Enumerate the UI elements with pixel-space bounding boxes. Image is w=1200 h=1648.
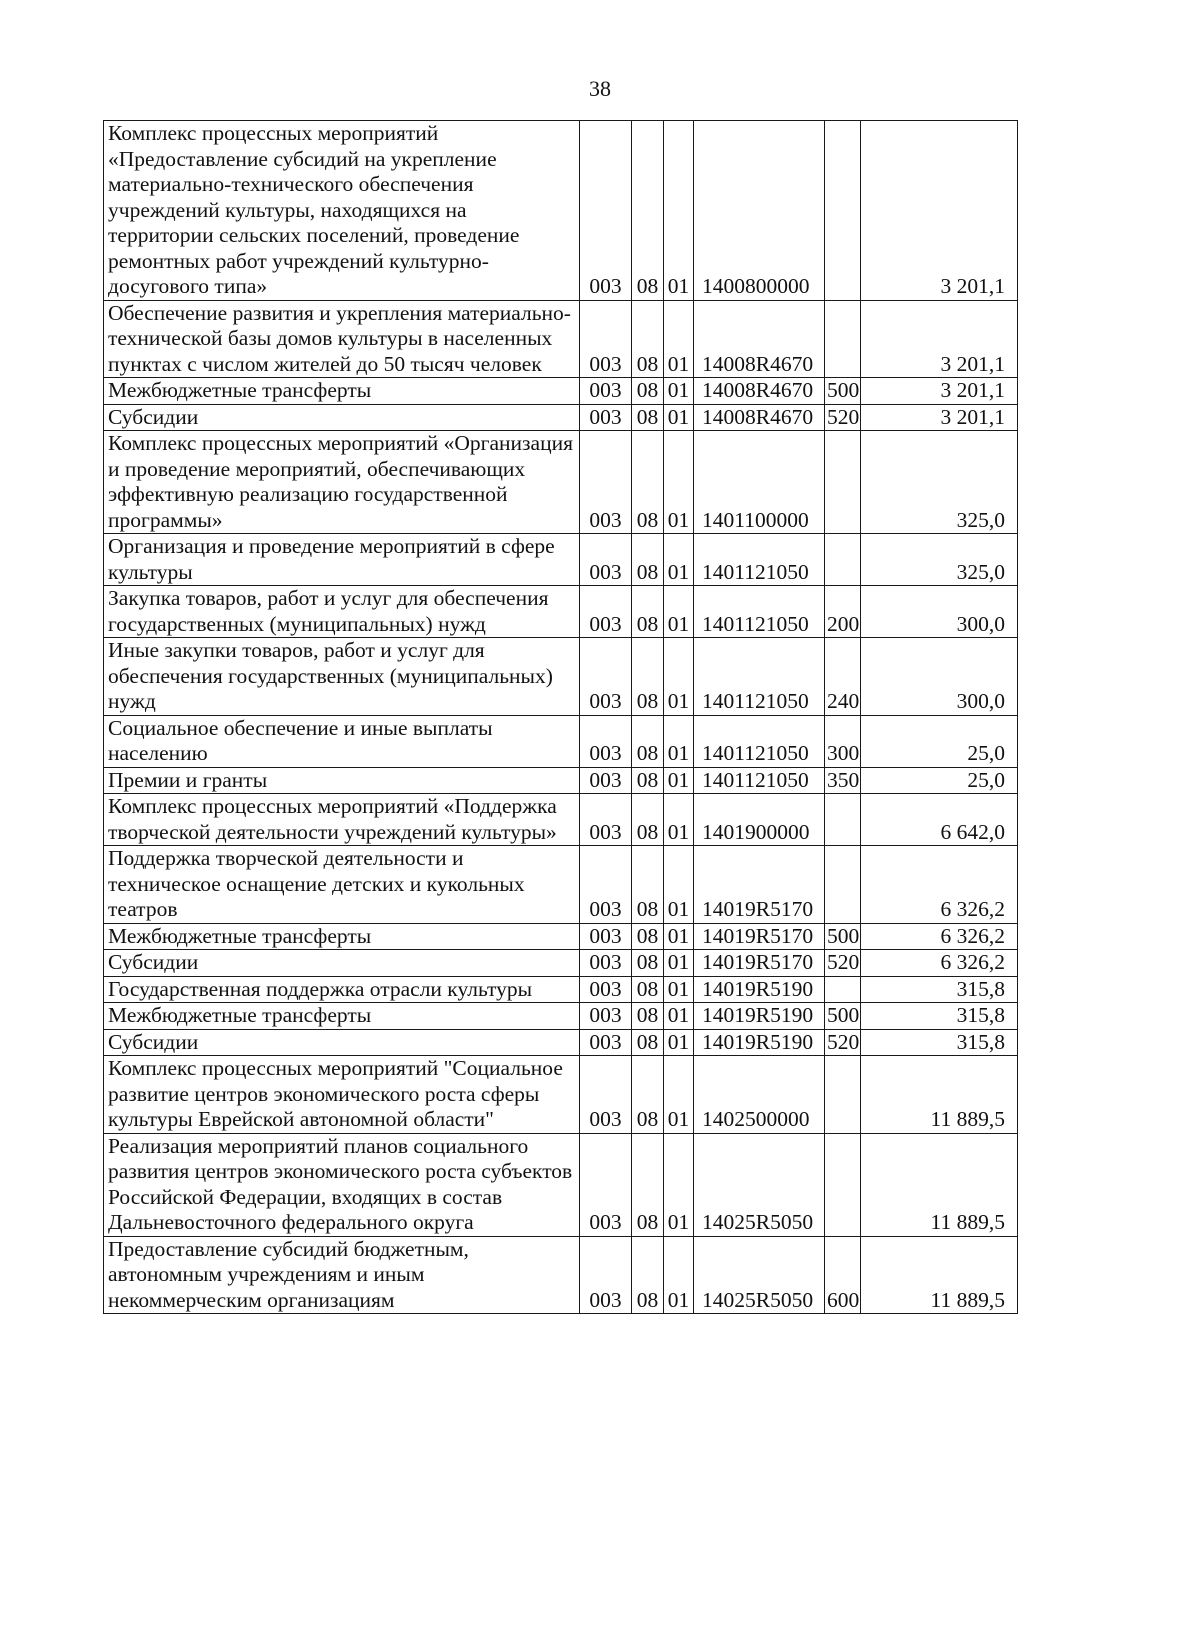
subsection-code-cell: 01 <box>664 1133 694 1236</box>
budget-table <box>103 120 1018 1314</box>
subsection-code-cell: 01 <box>664 767 694 794</box>
subsection-code-cell: 01 <box>664 923 694 950</box>
amount-cell: 6 326,2 <box>861 923 1018 950</box>
main-admin-code-cell: 003 <box>580 1029 632 1056</box>
section-code-cell: 08 <box>632 534 664 586</box>
expense-type-cell: 300 <box>825 715 861 767</box>
main-admin-code-cell: 003 <box>580 715 632 767</box>
amount-cell: 3 201,1 <box>861 300 1018 378</box>
section-code-cell: 08 <box>632 638 664 716</box>
table-row <box>104 1133 1018 1236</box>
row-name-cell: Реализация мероприятий планов социального развития центров экономического роста субъектов Российской Федерации, входящих в состав Дальневосточного федерального округа <box>104 1133 580 1236</box>
row-name-cell: Комплекс процессных мероприятий «Поддержка творческой деятельности учреждений культуры» <box>104 794 580 846</box>
subsection-code-cell: 01 <box>664 1003 694 1030</box>
expense-type-cell <box>825 1056 861 1134</box>
main-admin-code-cell: 003 <box>580 976 632 1003</box>
subsection-code-cell: 01 <box>664 1029 694 1056</box>
target-article-cell: 1401900000 <box>694 794 825 846</box>
expense-type-cell <box>825 846 861 924</box>
amount-cell: 11 889,5 <box>861 1133 1018 1236</box>
main-admin-code-cell: 003 <box>580 1003 632 1030</box>
subsection-code-cell: 01 <box>664 1236 694 1314</box>
row-name-cell: Межбюджетные трансферты <box>104 1003 580 1030</box>
table-row <box>104 950 1018 977</box>
section-code-cell: 08 <box>632 794 664 846</box>
section-code-cell: 08 <box>632 715 664 767</box>
section-code-cell: 08 <box>632 586 664 638</box>
expense-type-cell: 600 <box>825 1236 861 1314</box>
subsection-code-cell: 01 <box>664 534 694 586</box>
subsection-code-cell: 01 <box>664 794 694 846</box>
target-article-cell: 1401121050 <box>694 638 825 716</box>
table-row <box>104 1003 1018 1030</box>
table-row <box>104 1236 1018 1314</box>
table-row <box>104 300 1018 378</box>
target-article-cell: 1401121050 <box>694 767 825 794</box>
subsection-code-cell: 01 <box>664 1056 694 1134</box>
subsection-code-cell: 01 <box>664 121 694 301</box>
amount-cell: 6 326,2 <box>861 846 1018 924</box>
expense-type-cell <box>825 1133 861 1236</box>
table-row <box>104 586 1018 638</box>
amount-cell: 25,0 <box>861 715 1018 767</box>
row-name-cell: Субсидии <box>104 404 580 431</box>
expense-type-cell: 240 <box>825 638 861 716</box>
expense-type-cell <box>825 976 861 1003</box>
section-code-cell: 08 <box>632 300 664 378</box>
row-name-cell: Закупка товаров, работ и услуг для обеспечения государственных (муниципальных) нужд <box>104 586 580 638</box>
row-name-cell: Межбюджетные трансферты <box>104 923 580 950</box>
subsection-code-cell: 01 <box>664 846 694 924</box>
table-row <box>104 846 1018 924</box>
main-admin-code-cell: 003 <box>580 1133 632 1236</box>
subsection-code-cell: 01 <box>664 378 694 405</box>
section-code-cell: 08 <box>632 846 664 924</box>
main-admin-code-cell: 003 <box>580 586 632 638</box>
expense-type-cell: 500 <box>825 378 861 405</box>
table-row <box>104 431 1018 534</box>
page-number: 38 <box>589 76 611 101</box>
main-admin-code-cell: 003 <box>580 300 632 378</box>
subsection-code-cell: 01 <box>664 431 694 534</box>
row-name-cell: Поддержка творческой деятельности и техническое оснащение детских и кукольных театров <box>104 846 580 924</box>
section-code-cell: 08 <box>632 121 664 301</box>
main-admin-code-cell: 003 <box>580 1236 632 1314</box>
table-row <box>104 378 1018 405</box>
section-code-cell: 08 <box>632 1236 664 1314</box>
expense-type-cell: 520 <box>825 1029 861 1056</box>
expense-type-cell: 520 <box>825 404 861 431</box>
table-row <box>104 1056 1018 1134</box>
main-admin-code-cell: 003 <box>580 404 632 431</box>
subsection-code-cell: 01 <box>664 300 694 378</box>
row-name-cell: Государственная поддержка отрасли культуры <box>104 976 580 1003</box>
main-admin-code-cell: 003 <box>580 431 632 534</box>
amount-cell: 325,0 <box>861 534 1018 586</box>
section-code-cell: 08 <box>632 1133 664 1236</box>
expense-type-cell: 520 <box>825 950 861 977</box>
table-row <box>104 638 1018 716</box>
target-article-cell: 1401121050 <box>694 715 825 767</box>
amount-cell: 315,8 <box>861 1003 1018 1030</box>
target-article-cell: 14025R5050 <box>694 1133 825 1236</box>
main-admin-code-cell: 003 <box>580 923 632 950</box>
section-code-cell: 08 <box>632 378 664 405</box>
row-name-cell: Премии и гранты <box>104 767 580 794</box>
main-admin-code-cell: 003 <box>580 638 632 716</box>
target-article-cell: 1400800000 <box>694 121 825 301</box>
subsection-code-cell: 01 <box>664 638 694 716</box>
section-code-cell: 08 <box>632 1003 664 1030</box>
expense-type-cell <box>825 534 861 586</box>
target-article-cell: 14019R5170 <box>694 923 825 950</box>
table-row <box>104 976 1018 1003</box>
main-admin-code-cell: 003 <box>580 846 632 924</box>
amount-cell: 315,8 <box>861 976 1018 1003</box>
target-article-cell: 14019R5170 <box>694 846 825 924</box>
target-article-cell: 14008R4670 <box>694 300 825 378</box>
section-code-cell: 08 <box>632 404 664 431</box>
expense-type-cell: 500 <box>825 923 861 950</box>
amount-cell: 325,0 <box>861 431 1018 534</box>
budget-table-body <box>104 121 1018 1314</box>
amount-cell: 6 642,0 <box>861 794 1018 846</box>
section-code-cell: 08 <box>632 767 664 794</box>
main-admin-code-cell: 003 <box>580 767 632 794</box>
main-admin-code-cell: 003 <box>580 1056 632 1134</box>
row-name-cell: Предоставление субсидий бюджетным, автономным учреждениям и иным некоммерческим организациям <box>104 1236 580 1314</box>
table-row <box>104 923 1018 950</box>
row-name-cell: Иные закупки товаров, работ и услуг для обеспечения государственных (муниципальных) нужд <box>104 638 580 716</box>
main-admin-code-cell: 003 <box>580 378 632 405</box>
row-name-cell: Комплекс процессных мероприятий "Социальное развитие центров экономического роста сферы культуры Еврейской автономной области" <box>104 1056 580 1134</box>
section-code-cell: 08 <box>632 976 664 1003</box>
target-article-cell: 14008R4670 <box>694 378 825 405</box>
expense-type-cell: 350 <box>825 767 861 794</box>
amount-cell: 6 326,2 <box>861 950 1018 977</box>
expense-type-cell <box>825 300 861 378</box>
row-name-cell: Обеспечение развития и укрепления материально-технической базы домов культуры в населенных пунктах с числом жителей до 50 тысяч человек <box>104 300 580 378</box>
target-article-cell: 14019R5190 <box>694 1003 825 1030</box>
table-row <box>104 715 1018 767</box>
section-code-cell: 08 <box>632 431 664 534</box>
expense-type-cell <box>825 794 861 846</box>
table-row <box>104 121 1018 301</box>
section-code-cell: 08 <box>632 1029 664 1056</box>
amount-cell: 11 889,5 <box>861 1056 1018 1134</box>
subsection-code-cell: 01 <box>664 715 694 767</box>
subsection-code-cell: 01 <box>664 586 694 638</box>
target-article-cell: 1401121050 <box>694 534 825 586</box>
amount-cell: 300,0 <box>861 638 1018 716</box>
row-name-cell: Субсидии <box>104 950 580 977</box>
section-code-cell: 08 <box>632 1056 664 1134</box>
target-article-cell: 14025R5050 <box>694 1236 825 1314</box>
subsection-code-cell: 01 <box>664 950 694 977</box>
table-row <box>104 534 1018 586</box>
expense-type-cell: 200 <box>825 586 861 638</box>
target-article-cell: 14019R5190 <box>694 1029 825 1056</box>
target-article-cell: 14019R5170 <box>694 950 825 977</box>
amount-cell: 25,0 <box>861 767 1018 794</box>
amount-cell: 300,0 <box>861 586 1018 638</box>
expense-type-cell <box>825 431 861 534</box>
target-article-cell: 1401121050 <box>694 586 825 638</box>
row-name-cell: Социальное обеспечение и иные выплаты населению <box>104 715 580 767</box>
row-name-cell: Субсидии <box>104 1029 580 1056</box>
expense-type-cell: 500 <box>825 1003 861 1030</box>
row-name-cell: Межбюджетные трансферты <box>104 378 580 405</box>
row-name-cell: Организация и проведение мероприятий в сфере культуры <box>104 534 580 586</box>
amount-cell: 315,8 <box>861 1029 1018 1056</box>
table-row <box>104 404 1018 431</box>
target-article-cell: 14008R4670 <box>694 404 825 431</box>
subsection-code-cell: 01 <box>664 976 694 1003</box>
row-name-cell: Комплекс процессных мероприятий «Предоставление субсидий на укрепление материально-технического обеспечения учреждений культуры, находящихся на территории сельских поселений, проведение ремонтных работ учреждений культурно-досугового типа» <box>104 121 580 301</box>
section-code-cell: 08 <box>632 923 664 950</box>
target-article-cell: 1402500000 <box>694 1056 825 1134</box>
amount-cell: 11 889,5 <box>861 1236 1018 1314</box>
main-admin-code-cell: 003 <box>580 534 632 586</box>
target-article-cell: 1401100000 <box>694 431 825 534</box>
table-row <box>104 1029 1018 1056</box>
main-admin-code-cell: 003 <box>580 121 632 301</box>
expense-type-cell <box>825 121 861 301</box>
table-row <box>104 794 1018 846</box>
row-name-cell: Комплекс процессных мероприятий «Организация и проведение мероприятий, обеспечивающих эффективную реализацию государственной программы» <box>104 431 580 534</box>
amount-cell: 3 201,1 <box>861 378 1018 405</box>
table-row <box>104 767 1018 794</box>
amount-cell: 3 201,1 <box>861 121 1018 301</box>
amount-cell: 3 201,1 <box>861 404 1018 431</box>
main-admin-code-cell: 003 <box>580 794 632 846</box>
section-code-cell: 08 <box>632 950 664 977</box>
main-admin-code-cell: 003 <box>580 950 632 977</box>
target-article-cell: 14019R5190 <box>694 976 825 1003</box>
subsection-code-cell: 01 <box>664 404 694 431</box>
